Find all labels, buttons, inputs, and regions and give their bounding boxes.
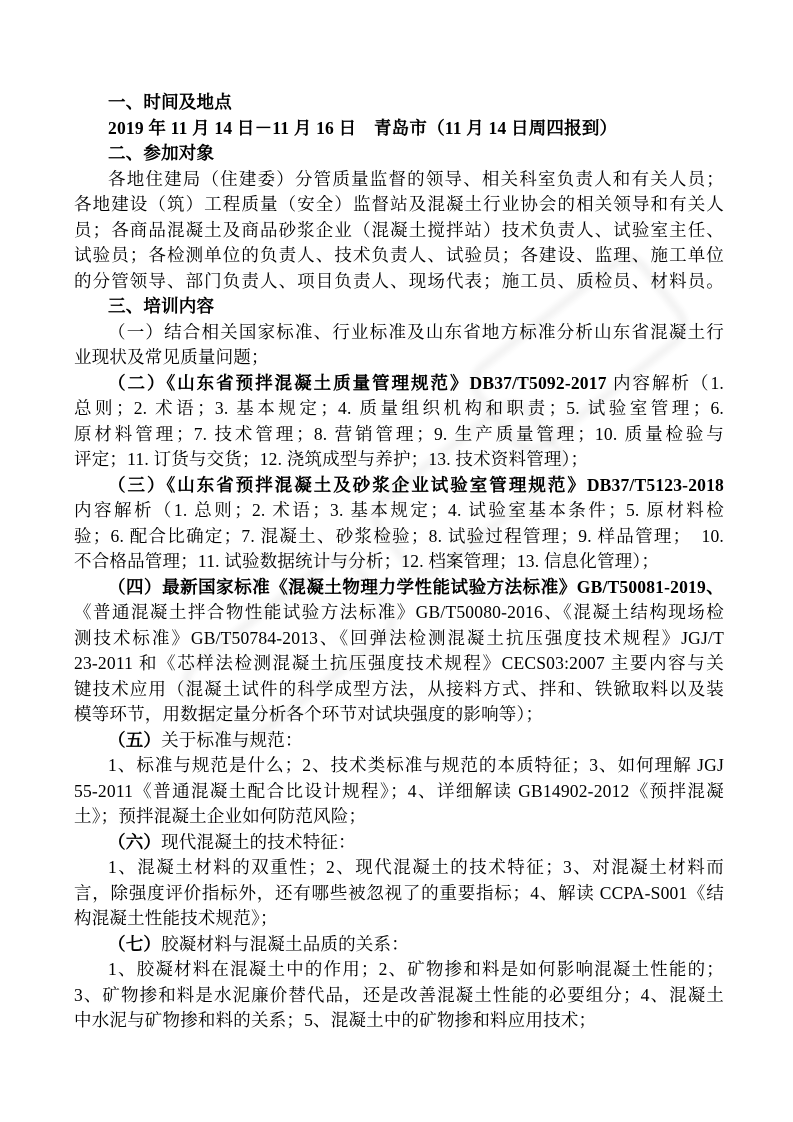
text-segment: 中水泥与矿物掺和料的关系；5、混凝土中的矿物掺和料应用技术；	[74, 1010, 597, 1030]
text-line	[74, 320, 724, 346]
text-line	[74, 116, 724, 142]
text-segment: （一）结合相关国家标准、行业标准及山东省地方标准分析山东省混凝土行	[108, 321, 724, 342]
text-line	[74, 983, 724, 1009]
text-line	[74, 855, 724, 881]
text-segment: 各地住建局（住建委）分管质量监督的领导、相关科室负责人和有关人员；	[108, 168, 724, 189]
text-line	[74, 218, 724, 244]
bold-text-segment: （三）《山东省预拌混凝土及砂浆企业试验室管理规范》DB37/T5123-2018	[108, 474, 724, 495]
text-segment: 1、混凝土材料的双重性；2、现代混凝土的技术特征；3、对混凝土材料而	[108, 857, 724, 877]
text-segment: 1、标准与规范是什么；2、技术类标准与规范的本质特征；3、如何理解 JGJ	[108, 755, 724, 775]
bold-text-segment: 三、培训内容	[108, 296, 215, 316]
text-segment: 23-2011 和《芯样法检测混凝土抗压强度技术规程》CECS03:2007 主要内容与关	[74, 653, 724, 673]
text-line	[74, 294, 724, 320]
text-line	[74, 473, 724, 499]
text-segment: 内容解析（1.	[606, 372, 724, 393]
text-line	[74, 90, 724, 116]
text-segment: 业现状及常见质量问题；	[74, 347, 269, 367]
text-line	[74, 779, 724, 805]
text-line	[74, 677, 724, 703]
text-line	[74, 651, 724, 677]
text-line	[74, 447, 724, 473]
text-segment: 测技术标准》GB/T50784-2013、《回弹法检测混凝土抗压强度技术规程》JGJ/T	[74, 627, 724, 648]
text-segment: 1、胶凝材料在混凝土中的作用；2、矿物掺和料是如何影响混凝土性能的；	[108, 959, 724, 979]
text-segment: 总则；2. 术语；3. 基本规定；4. 质量组织机构和职责；5. 试验室管理；6.	[74, 398, 724, 418]
text-segment: 评定；11. 订货与交货；12. 浇筑成型与养护；13. 技术资料管理）；	[74, 449, 589, 469]
text-line	[74, 830, 724, 856]
text-segment: 原材料管理；7. 技术管理；8. 营销管理；9. 生产质量管理；10. 质量检验与	[74, 423, 724, 444]
text-segment: 关于标准与规范：	[161, 729, 303, 750]
text-segment: 胶凝材料与混凝土品质的关系：	[161, 933, 409, 954]
bold-text-segment: 2019 年 11 月 14 日－11 月 16 日 青岛市（11 月 14 日周四报到）	[108, 117, 618, 138]
text-line	[74, 1008, 724, 1034]
bold-text-segment: 一、时间及地点	[108, 92, 232, 112]
bold-text-segment: （五）	[108, 729, 162, 750]
text-segment: 各地建设（筑）工程质量（安全）监督站及混凝土行业协会的相关领导和有关人	[74, 194, 724, 214]
text-segment: 试验员；各检测单位的负责人、技术负责人、试验员；各建设、监理、施工单位	[74, 245, 724, 265]
bold-text-segment: （四）最新国家标准《混凝土物理力学性能试验方法标准》GB/T50081-2019、	[108, 576, 724, 597]
text-line	[74, 141, 724, 167]
text-line	[74, 371, 724, 397]
text-segment: 构混凝土性能技术规范》；	[74, 908, 278, 928]
text-line	[74, 753, 724, 779]
text-segment: 《普通混凝土拌合物性能试验方法标准》GB/T50080-2016、《混凝土结构现场检	[74, 602, 724, 622]
text-line	[74, 167, 724, 193]
text-line	[74, 932, 724, 958]
text-line	[74, 957, 724, 983]
text-line	[74, 549, 724, 575]
text-segment: 验；6. 配合比确定；7. 混凝土、砂浆检验；8. 试验过程管理；9. 样品管理； 10.	[74, 525, 724, 546]
text-segment: 员；各商品混凝土及商品砂浆企业（混凝土搅拌站）技术负责人、试验室主任、	[74, 219, 724, 240]
bold-text-segment: （二）《山东省预拌混凝土质量管理规范》DB37/T5092-2017	[108, 372, 607, 393]
text-line	[74, 243, 724, 269]
text-line	[74, 345, 724, 371]
text-line	[74, 575, 724, 601]
text-line	[74, 804, 724, 830]
text-segment: 3、矿物掺和料是水泥廉价替代品，还是改善混凝土性能的必要组分；4、混凝土	[74, 984, 724, 1005]
bold-text-segment: （六）	[108, 831, 162, 852]
text-line	[74, 728, 724, 754]
text-line	[74, 881, 724, 907]
document-content	[74, 90, 724, 1034]
text-segment: 土》；预拌混凝土企业如何防范风险；	[74, 806, 367, 826]
text-line	[74, 906, 724, 932]
text-line	[74, 498, 724, 524]
text-segment: 不合格品管理；11. 试验数据统计与分析；12. 档案管理；13. 信息化管理）；	[74, 551, 660, 571]
bold-text-segment: （七）	[108, 933, 162, 954]
text-line	[74, 192, 724, 218]
text-line	[74, 396, 724, 422]
text-segment: 模等环节，用数据定量分析各个环节对试块强度的影响等）；	[74, 704, 544, 724]
text-segment: 现代混凝土的技术特征：	[161, 831, 356, 852]
text-line	[74, 626, 724, 652]
text-segment: 言，除强度评价指标外，还有哪些被忽视了的重要指标；4、解读 CCPA-S001《结	[74, 882, 724, 903]
text-line	[74, 600, 724, 626]
text-line	[74, 702, 724, 728]
text-line	[74, 422, 724, 448]
text-line	[74, 524, 724, 550]
text-segment: 55-2011《普通混凝土配合比设计规程》；4、详细解读 GB14902-2012《预拌混凝	[74, 780, 724, 801]
text-segment: 的分管领导、部门负责人、项目负责人、现场代表；施工员、质检员、材料员。	[74, 270, 724, 291]
text-segment: 内容解析（1. 总则；2. 术语；3. 基本规定；4. 试验室基本条件；5. 原材料检	[74, 500, 724, 520]
bold-text-segment: 二、参加对象	[108, 143, 215, 163]
text-line	[74, 269, 724, 295]
text-segment: 键技术应用（混凝土试件的科学成型方法，从接料方式、拌和、铁锨取料以及装	[74, 678, 724, 699]
